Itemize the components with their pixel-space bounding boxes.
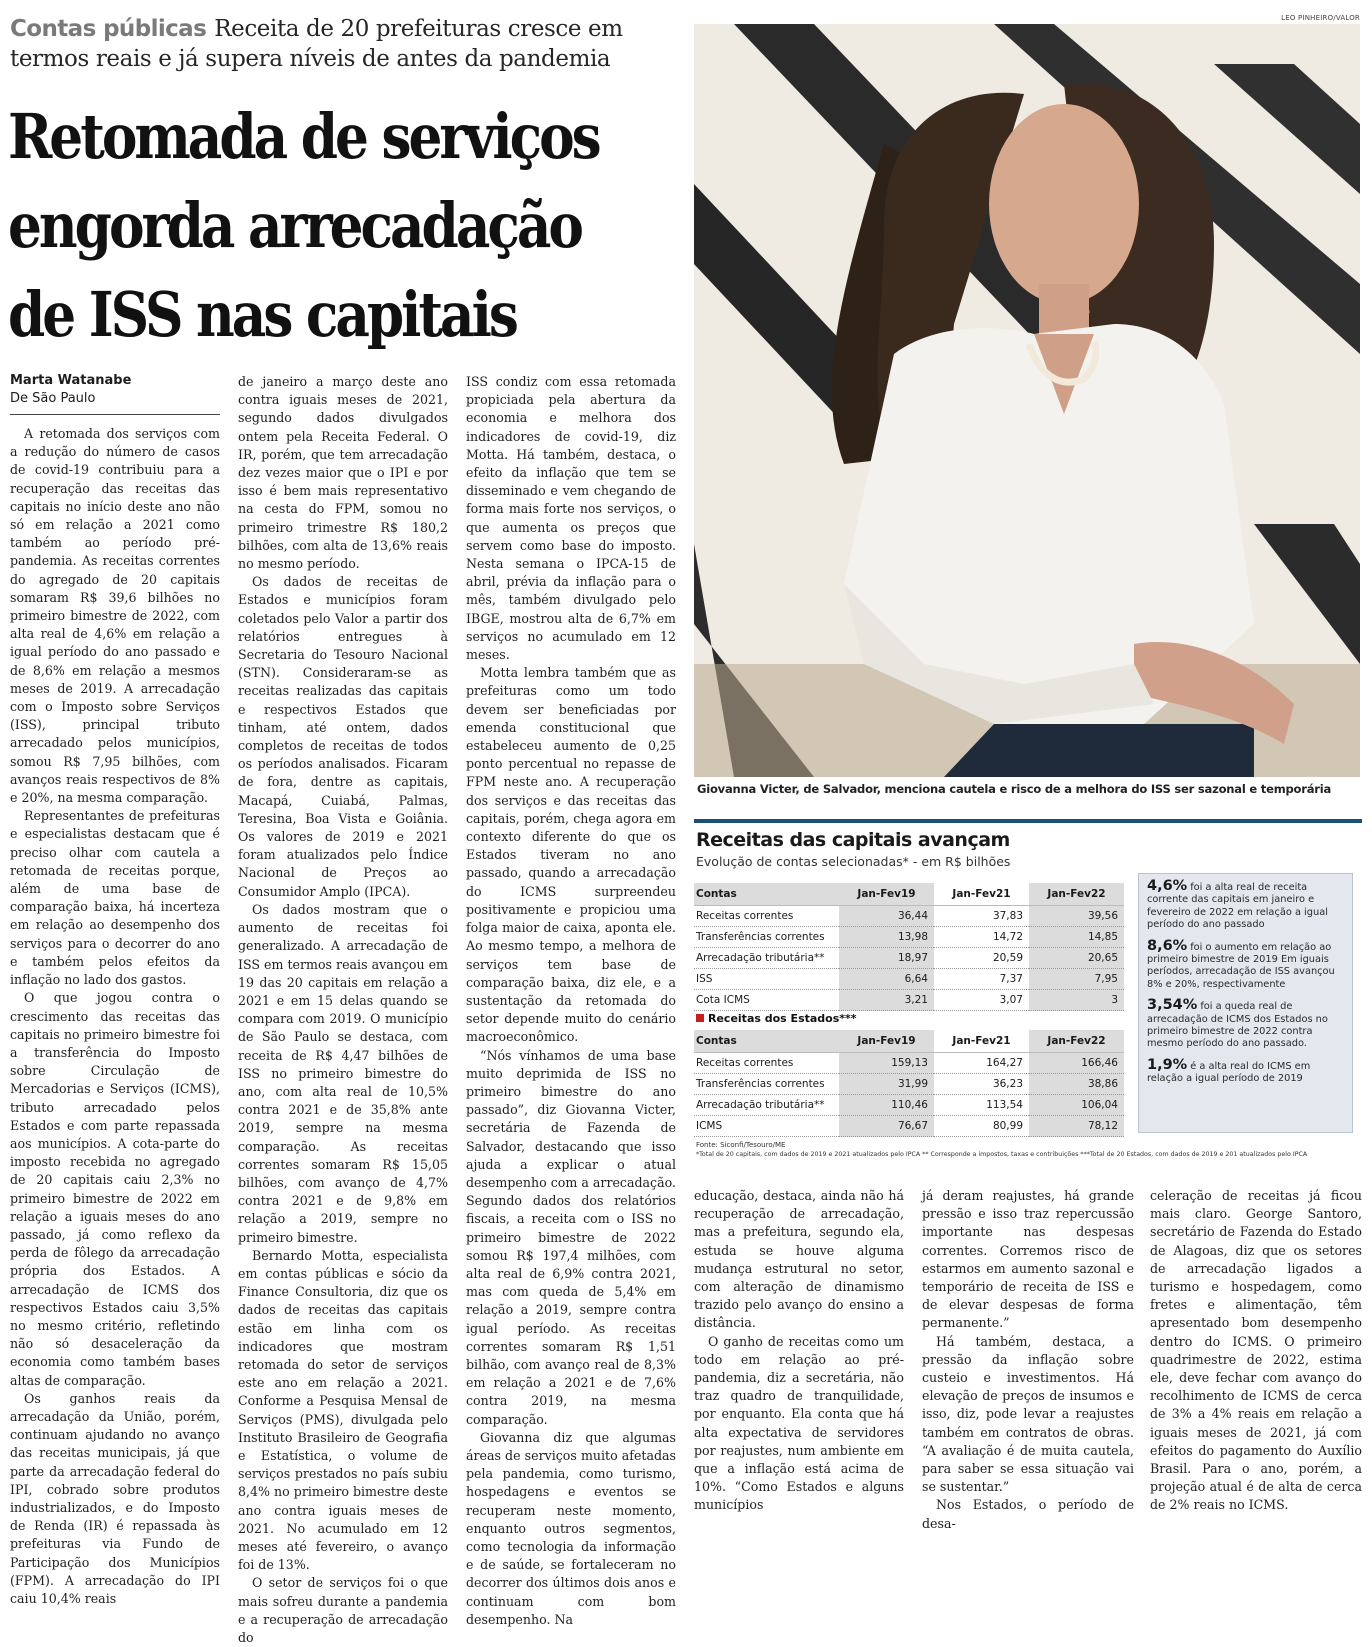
table-header-row xyxy=(694,1030,1124,1053)
table-cell: 36,23 xyxy=(934,1074,1029,1095)
column-header: Contas xyxy=(694,1030,839,1053)
paragraph: A retomada dos serviços com a redução do número de casos de covid-19 contribuiu para a recuperação das receitas das capitais no início deste ano não só em relação a 2021 como também ao período pré-pandemia. As receitas correntes do agregado de 20 capitais somaram R$ 39,6 bilhões no primeiro bimestre de 2022, com alta real de 4,6% em relação a igual período do ano passado e de 8,6% em relação a mesmos meses de 2019. A arrecadação com o Imposto sobre Serviços (ISS), principal tributo arrecadado pelos municípios, somou R$ 7,95 bilhões, com avanços reais respectivos de 8% e 20%, na mesma comparação. xyxy=(10,426,220,806)
infobox-notes: *Total de 20 capitais, com dados de 2019 e 2021 atualizados pelo IPCA ** Corresponde a impostos, taxas e contribuições ***Total de 20 Estados, com dados de 2019 e 201 atualizados pelo IPCA xyxy=(696,1151,1308,1158)
paragraph: “Nós vínhamos de uma base muito deprimida de ISS no primeiro bimestre do ano passado”, diz Giovanna Victer, secretária de Fazenda de Salvador, destacando que isso ajuda a explicar o atual desempenho com a arrecadação. Segundo dados dos relatórios fiscais, a receita com o ISS no primeiro bimestre de 2022 somou R$ 197,4 milhões, com alta real de 6,9% contra 2021, mas com queda de 5,4% em relação a 2019, sempre contra igual período. As receitas correntes somaram R$ 1,51 bilhão, com avanço real de 8,3% em relação a 2021 e de 7,6% contra 2019, na mesma comparação. xyxy=(466,1047,676,1427)
paragraph: Representantes de prefeituras e especialistas destacam que é preciso olhar com cautela a retomada de receitas porque, além de uma base de comparação baixa, há incerteza em relação ao desempenho dos serviços para o decorrer do ano e também pelos efeitos da inflação no lado dos gastos. xyxy=(10,808,220,988)
table-row xyxy=(694,969,1124,990)
infobox xyxy=(694,819,1362,1179)
states-table-title-text: Receitas dos Estados*** xyxy=(708,1012,857,1025)
table-cell: 78,12 xyxy=(1029,1116,1124,1137)
paragraph: Os ganhos reais da arrecadação da União, porém, continuam ajudando no avanço das receitas municipais, já que parte da arrecadação federal do IPI, cobrado sobre produtos industrializados, e do Imposto de Renda (IR) é repassada às prefeituras via Fundo de Participação dos Municípios (FPM). A arrecadação do IPI caiu 10,4% reais xyxy=(10,1390,220,1606)
section-label: Contas públicas xyxy=(10,16,207,42)
table-row xyxy=(694,927,1124,948)
highlight-value: 3,54% xyxy=(1147,997,1198,1014)
highlights-panel xyxy=(1138,873,1353,1133)
table-cell: 113,54 xyxy=(934,1095,1029,1116)
highlight-item xyxy=(1147,1056,1344,1086)
portrait-photo xyxy=(694,24,1360,777)
infobox-top-rule xyxy=(694,819,1362,823)
photo-caption: Giovanna Victer, de Salvador, menciona cautela e risco de a melhora do ISS ser sazonal e temporária xyxy=(697,782,1332,796)
kicker xyxy=(10,14,670,74)
highlight-item xyxy=(1147,937,1344,992)
infobox-title: Receitas das capitais avançam xyxy=(696,829,1010,851)
column-header: Contas xyxy=(694,883,839,906)
table-row xyxy=(694,1053,1124,1074)
headline xyxy=(8,92,599,359)
highlight-value: 1,9% xyxy=(1147,1056,1188,1073)
table-cell: 39,56 xyxy=(1029,906,1124,927)
row-label: Cota ICMS xyxy=(694,990,839,1011)
states-table-title xyxy=(696,1012,857,1025)
paragraph: já deram reajustes, há grande pressão e isso traz repercussão importante nas despesas correntes. Corremos risco de estarmos em aumento sazonal e temporário de receita de ISS e de elevar despesas de forma permanente.” xyxy=(922,1188,1134,1331)
column-header: Jan-Fev22 xyxy=(1029,1030,1124,1053)
row-label: Receitas correntes xyxy=(694,1053,839,1074)
highlight-text: foi a queda real de arrecadação de ICMS dos Estados no primeiro bimestre de 2022 contra mesmo período do ano passado. xyxy=(1147,1001,1328,1050)
table-row xyxy=(694,1095,1124,1116)
infobox-source: Fonte: Siconfi/Tesouro/ME xyxy=(696,1141,786,1149)
table-row xyxy=(694,906,1124,927)
paragraph: Bernardo Motta, especialista em contas públicas e sócio da Finance Consultoria, diz que os dados de receitas das capitais estão em linha com os indicadores que mostram retomada do setor de serviços este ano em relação a 2021. Conforme a Pesquisa Mensal de Serviços (PMS), divulgada pelo Instituto Brasileiro de Geografia e Estatística, o volume de serviços prestados no país subiu 8,4% no primeiro bimestre deste ano contra iguais meses de 2021. No acumulado em 12 meses até fevereiro, o avanço foi de 13%. xyxy=(238,1247,448,1573)
table-cell: 7,95 xyxy=(1029,969,1124,990)
headline-line: de ISS nas capitais xyxy=(8,278,516,351)
table-cell: 80,99 xyxy=(934,1116,1029,1137)
column-header: Jan-Fev22 xyxy=(1029,883,1124,906)
photo-credit: LEO PINHEIRO/VALOR xyxy=(1281,14,1360,22)
author-name: Marta Watanabe xyxy=(10,373,132,388)
paragraph: Os dados de receitas de Estados e municípios foram coletados pelo Valor a partir dos relatórios entregues à Secretaria do Tesouro Nacional (STN). Consideraram-se as receitas realizadas das capitais e respectivos Estados que tinham, até ontem, dados completos de receitas de todos os períodos analisados. Ficaram de fora, dentre as capitais, Macapá, Cuiabá, Palmas, Teresina, Boa Vista e Goiânia. Os valores de 2019 e 2021 foram atualizados pelo Índice Nacional de Preços ao Consumidor Amplo (IPCA). xyxy=(238,574,448,899)
table-cell: 13,98 xyxy=(839,927,934,948)
table-cell: 38,86 xyxy=(1029,1074,1124,1095)
table-cell: 166,46 xyxy=(1029,1053,1124,1074)
highlight-text: foi a alta real de receita corrente das capitais em janeiro e fevereiro de 2022 em relação a igual período do ano passado xyxy=(1147,882,1328,931)
highlight-item xyxy=(1147,999,1344,1051)
table-cell: 3 xyxy=(1029,990,1124,1011)
highlight-text: é a alta real do ICMS em relação a igual período de 2019 xyxy=(1147,1060,1311,1085)
paragraph: de janeiro a março deste ano contra iguais meses de 2021, segundo dados divulgados ontem pela Receita Federal. O IR, porém, que tem arrecadação dez vezes maior que o IPI e por isso é bem mais representativo na cesta do FPM, somou no primeiro trimestre R$ 180,2 bilhões, com alta de 13,6% reais no mesmo período. xyxy=(238,374,448,572)
paragraph: O que jogou contra o crescimento das receitas das capitais no primeiro bimestre foi a transferência do Imposto sobre Circulação de Mercadorias e Serviços (ICMS), tributo arrecadado pelos Estados e com parte repassada aos municípios. A cota-parte do imposto recebida no agregado de 20 capitais caiu 2,3% no primeiro bimestre de 2022 em relação a iguais meses do ano passado, já como reflexo da perda de fôlego da arrecadação própria dos Estados. A arrecadação de ICMS dos respectivos Estados caiu 3,5% no mesmo critério, refletindo não só desaceleração da economia como também bases altas de comparação. xyxy=(10,990,220,1388)
headline-line: engorda arrecadação xyxy=(8,189,581,262)
table-cell: 14,72 xyxy=(934,927,1029,948)
table-cell: 31,99 xyxy=(839,1074,934,1095)
highlight-value: 4,6% xyxy=(1147,878,1188,894)
paragraph: Motta lembra também que as prefeituras como um todo devem ser beneficiadas por emenda constitucional que estabeleceu aumento de 0,25 ponto percentual no repasse de FPM neste ano. A recuperação dos serviços e das receitas das capitais, porém, chega agora em contexto diferente do que os Estados tiveram no ano passado, quando a arrecadação do ICMS surpreendeu positivamente e propiciou uma folga maior de caixa, aponta ele. Ao mesmo tempo, a melhora de serviços tem base de comparação baixa, diz ele, e a sustentação da retomada do setor depende muito do cenário macroeconômico. xyxy=(466,665,676,1045)
portrait-illustration xyxy=(694,24,1360,777)
kicker-text: Receita de 20 prefeituras cresce em termos reais e já supera níveis de antes da pandemia xyxy=(10,16,623,72)
highlight-item xyxy=(1147,880,1344,932)
table-cell: 3,07 xyxy=(934,990,1029,1011)
table-cell: 106,04 xyxy=(1029,1095,1124,1116)
row-label: Receitas correntes xyxy=(694,906,839,927)
paragraph: Nos Estados, o período de desa- xyxy=(922,1497,1134,1531)
table-cell: 159,13 xyxy=(839,1053,934,1074)
paragraph: Os dados mostram que o aumento de receitas foi generalizado. A arrecadação de ISS em termos reais avançou em 19 das 20 capitais em relação a 2021 e em 15 delas quando se compara com 2019. O município de São Paulo se destaca, com receita de R$ 4,47 bilhões de ISS no primeiro bimestre do ano, com alta real de 10,5% contra 2021 e de 35,8% ante 2019, sempre na mesma comparação. As receitas correntes somaram R$ 15,05 bilhões, com avanço de 4,7% contra 2021 e de 9,8% em relação a 2019, sempre no primeiro bimestre. xyxy=(238,901,448,1245)
column-header: Jan-Fev21 xyxy=(934,1030,1029,1053)
row-label: Transferências correntes xyxy=(694,1074,839,1095)
article-column-5 xyxy=(922,1187,1134,1531)
paragraph: educação, destaca, ainda não há recuperação de arrecadação, mas a prefeitura, segundo ela, estuda se houve alguma mudança estrutural no setor, com alteração de dinamismo trazido pelo avanço do ensino a distância. xyxy=(694,1188,904,1331)
states-table xyxy=(694,1030,1124,1137)
paragraph: O ganho de receitas como um todo em relação ao pré-pandemia, diz a secretária, não traz quadro de tranquilidade, por enquanto. Ela conta que há alta expectativa de servidores por reajustes, num ambiente em que a inflação está acima de 10%. “Como Estados e alguns municípios xyxy=(694,1333,904,1513)
table-cell: 37,83 xyxy=(934,906,1029,927)
paragraph: O setor de serviços foi o que mais sofreu durante a pandemia e a recuperação de arrecadação do xyxy=(238,1575,448,1646)
table-cell: 36,44 xyxy=(839,906,934,927)
article-column-4 xyxy=(694,1187,904,1513)
table-cell: 6,64 xyxy=(839,969,934,990)
paragraph: Há também, destaca, a pressão da inflação sobre custeio e investimentos. Há elevação de preços de insumos e isso, diz, pode levar a reajustes também em contratos de obras. “A avaliação é de muita cautela, para saber se essa situação vai se sustentar.” xyxy=(922,1333,1134,1495)
table-cell: 76,67 xyxy=(839,1116,934,1137)
column-header: Jan-Fev19 xyxy=(839,1030,934,1053)
infobox-subtitle: Evolução de contas selecionadas* - em R$ bilhões xyxy=(696,854,1011,869)
row-label: ICMS xyxy=(694,1116,839,1137)
column-header: Jan-Fev21 xyxy=(934,883,1029,906)
highlight-value: 8,6% xyxy=(1147,937,1188,954)
table-cell: 20,65 xyxy=(1029,948,1124,969)
table-header-row xyxy=(694,883,1124,906)
table-cell: 18,97 xyxy=(839,948,934,969)
table-cell: 3,21 xyxy=(839,990,934,1011)
author-location: De São Paulo xyxy=(10,391,96,406)
row-label: Arrecadação tributária** xyxy=(694,1095,839,1116)
table-cell: 14,85 xyxy=(1029,927,1124,948)
paragraph: ISS condiz com essa retomada propiciada pela abertura da economia e melhora dos indicadores de covid-19, diz Motta. Há também, destaca, o efeito da inflação que tem se disseminado e vem chegando de forma mais forte nos serviços, o que aumenta os preços que servem como base do imposto. Nesta semana o IPCA-15 de abril, prévia da inflação para o mês, também divulgado pelo IBGE, mostrou alta de 6,7% em serviços no acumulado em 12 meses. xyxy=(466,374,676,663)
table-row xyxy=(694,1074,1124,1095)
headline-line: Retomada de serviços xyxy=(8,100,599,173)
paragraph: Giovanna diz que algumas áreas de serviços muito afetadas pela pandemia, como turismo, hospedagens e eventos se recuperam neste momento, enquanto outros segmentos, como tecnologia da informação e de saúde, se fortaleceram no decorrer dos últimos dois anos e continuam com bom desempenho. Na xyxy=(466,1429,676,1627)
article-column-1 xyxy=(10,425,220,1606)
table-cell: 7,37 xyxy=(934,969,1029,990)
column-header: Jan-Fev19 xyxy=(839,883,934,906)
table-cell: 20,59 xyxy=(934,948,1029,969)
table-row xyxy=(694,1116,1124,1137)
row-label: Transferências correntes xyxy=(694,927,839,948)
capitals-table xyxy=(694,883,1124,1011)
table-row xyxy=(694,990,1124,1011)
article-column-2 xyxy=(238,373,448,1646)
byline xyxy=(10,372,220,415)
table-cell: 110,46 xyxy=(839,1095,934,1116)
article-column-6 xyxy=(1150,1187,1362,1513)
highlight-text: foi o aumento em relação ao primeiro bimestre de 2019 Em iguais períodos, arrecadação de ISS avançou 8% e 20%, respectivamente xyxy=(1147,941,1335,990)
table-cell: 164,27 xyxy=(934,1053,1029,1074)
table-row xyxy=(694,948,1124,969)
row-label: Arrecadação tributária** xyxy=(694,948,839,969)
row-label: ISS xyxy=(694,969,839,990)
red-square-icon xyxy=(696,1014,704,1022)
paragraph: celeração de receitas já ficou mais claro. George Santoro, secretário de Fazenda do Estado de Alagoas, diz que os setores de arrecadação ligados a turismo e hospedagem, como fretes e alimentação, têm apresentado bom desempenho dentro do ICMS. O primeiro quadrimestre de 2022, estima ele, deve fechar com avanço do recolhimento de ICMS de cerca de 3% a 4% reais em relação a iguais meses de 2021, já com efeitos do pagamento do Auxílio Brasil. Para o ano, porém, a projeção atual é de alta de cerca de 2% reais no ICMS. xyxy=(1150,1188,1362,1513)
article-column-3 xyxy=(466,373,676,1627)
